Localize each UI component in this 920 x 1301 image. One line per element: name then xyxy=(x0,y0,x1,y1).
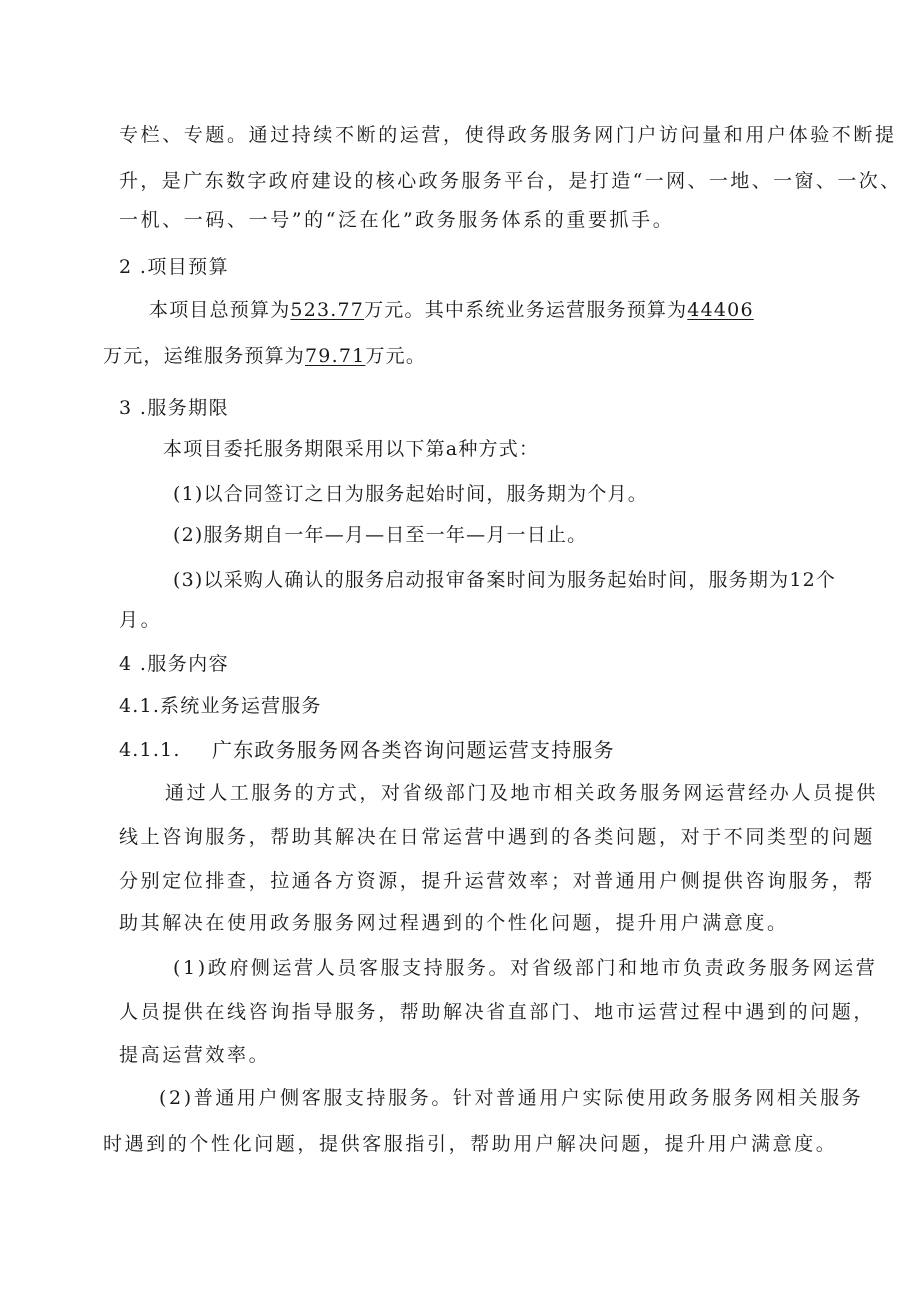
period-option-1: (1)以合同签订之日为服务起始时间，服务期为个月。 xyxy=(173,483,648,505)
budget-text-4: 万元。 xyxy=(365,345,427,367)
budget-text-3: 万元，运维服务预算为 xyxy=(103,345,306,367)
intro-line-3: 一机、一码、一号”的“泛在化”政务服务体系的重要抓手。 xyxy=(119,209,675,231)
para1-line-4: 助其解决在使用政务服务网过程遇到的个性化问题，提升用户满意度。 xyxy=(119,912,789,934)
budget-total-value: 523.77 xyxy=(290,299,365,321)
para2-line-2: 人员提供在线咨询指导服务，帮助解决省直部门、地市运营过程中遇到的问题， xyxy=(119,1001,876,1023)
budget-sentence-line-2 xyxy=(103,343,426,369)
para2-line-1: (1)政府侧运营人员客服支持服务。对省级部门和地市负责政务服务网运营 xyxy=(173,957,878,979)
budget-maint-value: 79.71 xyxy=(305,345,366,367)
budget-heading: 2 .项目预算 xyxy=(119,256,229,278)
period-heading: 3 .服务期限 xyxy=(119,397,229,419)
budget-sentence-line-1 xyxy=(149,297,754,323)
para3-line-2: 时遇到的个性化问题，提供客服指引，帮助用户解决问题，提升用户满意度。 xyxy=(103,1133,838,1155)
para1-line-3: 分别定位排查，拉通各方资源，提升运营效率；对普通用户侧提供咨询服务，帮 xyxy=(119,870,876,892)
para3-line-1: (2)普通用户侧客服支持服务。针对普通用户实际使用政务服务网相关服务 xyxy=(159,1087,864,1109)
content-subheading-4-1-1-number: 4.1.1. xyxy=(119,739,181,761)
intro-line-1: 专栏、专题。通过持续不断的运营，使得政务服务网门户访问量和用户体验不断提 xyxy=(119,124,897,146)
para2-line-3: 提高运营效率。 xyxy=(119,1044,271,1066)
para1-line-2: 线上咨询服务，帮助其解决在日常运营中遇到的各类问题，对于不同类型的问题 xyxy=(119,826,876,848)
period-option-2: (2)服务期自一年—月—日至一年—月一日止。 xyxy=(173,524,588,546)
period-option-3-line-2: 月。 xyxy=(119,609,163,631)
content-subheading-4-1-1-title: 广东政务服务网各类咨询问题运营支持服务 xyxy=(212,738,615,762)
intro-line-2: 升，是广东数字政府建设的核心政务服务平台，是打造“一网、一地、一窗、一次、 xyxy=(119,170,902,192)
budget-ops-value: 44406 xyxy=(687,299,754,321)
period-intro: 本项目委托服务期限采用以下第a种方式： xyxy=(163,438,540,460)
period-option-3-line-1: (3)以采购人确认的服务启动报审备案时间为服务起始时间，服务期为12个 xyxy=(173,569,837,591)
budget-text-2: 万元。其中系统业务运营服务预算为 xyxy=(364,299,688,321)
budget-text-1: 本项目总预算为 xyxy=(149,299,291,321)
para1-line-1: 通过人工服务的方式，对省级部门及地市相关政务服务网运营经办人员提供 xyxy=(165,782,878,804)
content-heading: 4 .服务内容 xyxy=(119,653,229,675)
content-subheading-4-1: 4.1.系统业务运营服务 xyxy=(119,695,322,717)
